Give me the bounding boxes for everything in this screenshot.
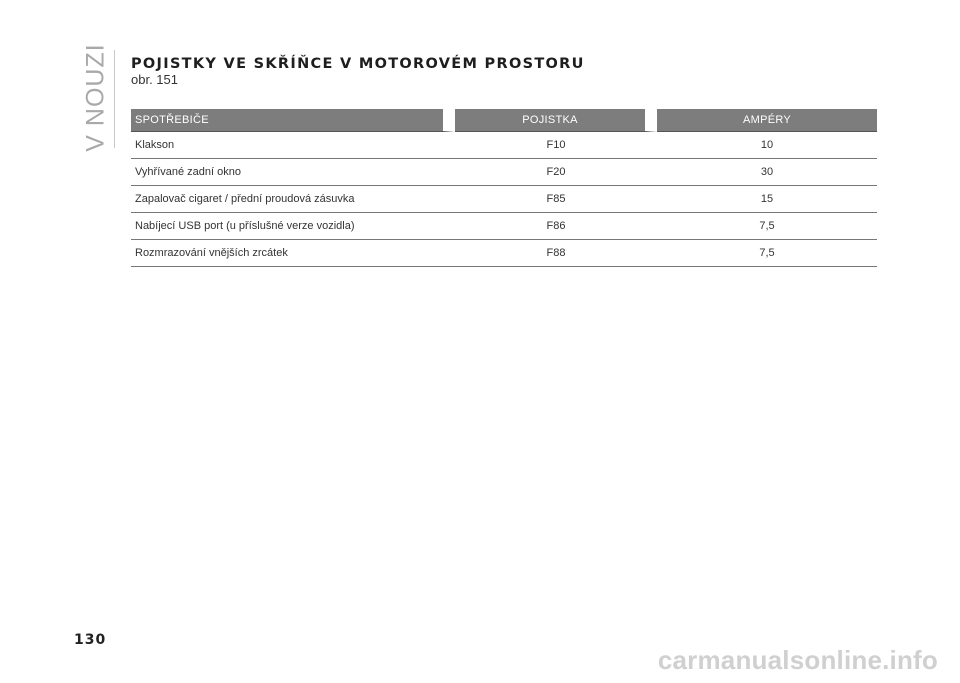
chapter-side-tab [78, 42, 114, 152]
cell-amperes: 10 [657, 132, 877, 159]
table-row [131, 186, 877, 213]
chapter-side-tab-label: V NOUZI [81, 42, 110, 152]
cell-amperes: 7,5 [657, 240, 877, 267]
table-header-row [131, 109, 877, 132]
cell-amperes: 7,5 [657, 213, 877, 240]
cell-consumer: Rozmrazování vnějších zrcátek [131, 240, 455, 267]
cell-fuse: F88 [455, 240, 657, 267]
cell-amperes: 30 [657, 159, 877, 186]
figure-reference: obr. 151 [131, 72, 178, 87]
table-row [131, 213, 877, 240]
cell-consumer: Vyhřívané zadní okno [131, 159, 455, 186]
table-row [131, 240, 877, 267]
section-title: POJISTKY VE SKŘÍŇCE V MOTOROVÉM PROSTORU [131, 56, 585, 72]
cell-amperes: 15 [657, 186, 877, 213]
cell-fuse: F10 [455, 132, 657, 159]
cell-consumer: Zapalovač cigaret / přední proudová zásuvka [131, 186, 455, 213]
fuse-table [131, 109, 877, 267]
table-row [131, 159, 877, 186]
cell-consumer: Klakson [131, 132, 455, 159]
cell-fuse: F85 [455, 186, 657, 213]
cell-consumer: Nabíjecí USB port (u příslušné verze vozidla) [131, 213, 455, 240]
chapter-side-divider [114, 50, 115, 148]
header-fuse: POJISTKA [455, 109, 657, 132]
cell-fuse: F20 [455, 159, 657, 186]
watermark-text: carmanualsonline.info [657, 645, 938, 675]
page-number: 130 [74, 632, 107, 648]
header-consumers: SPOTŘEBIČE [131, 109, 455, 132]
table-row [131, 132, 877, 159]
header-amperes: AMPÉRY [657, 109, 877, 132]
cell-fuse: F86 [455, 213, 657, 240]
